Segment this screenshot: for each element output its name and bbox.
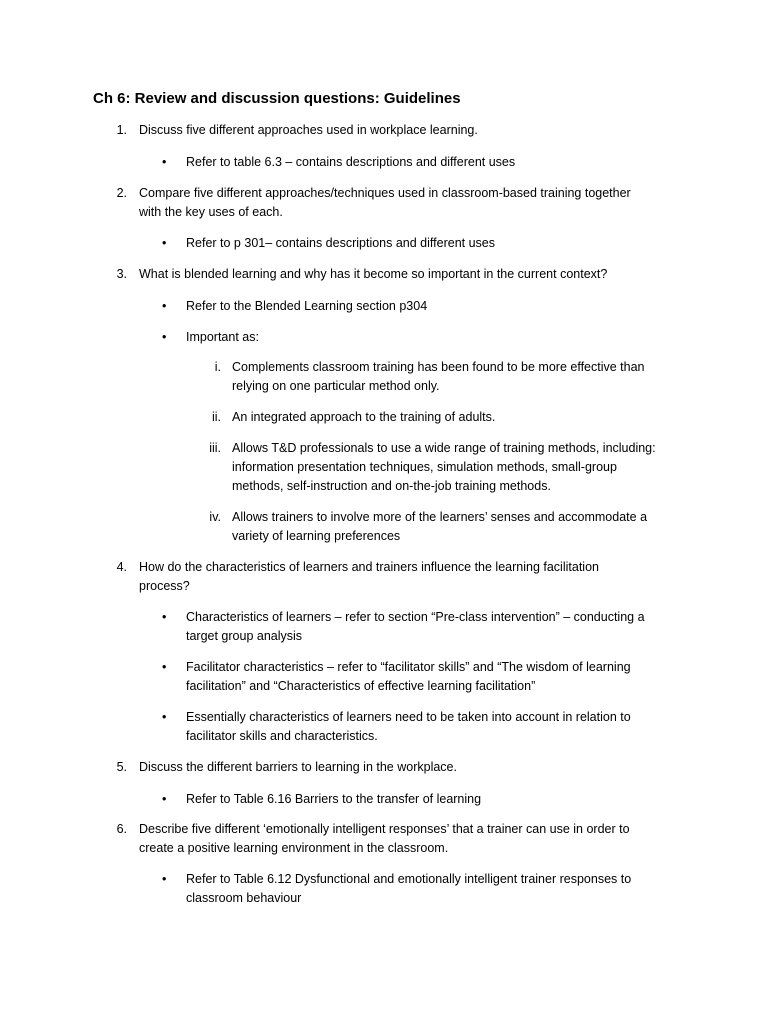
question-5-number: 5. xyxy=(116,760,127,774)
sub-item-line: relying on one particular method only. xyxy=(232,379,440,393)
sub-item-line: An integrated approach to the training of adults. xyxy=(232,410,496,424)
sub-item-line: Allows T&D professionals to use a wide range of training methods, including: xyxy=(232,441,656,455)
question-3-bullet-1: Refer to the Blended Learning section p304 xyxy=(186,299,428,313)
sub-item-line: methods, self-instruction and on-the-job training methods. xyxy=(232,479,551,493)
question-6-number: 6. xyxy=(116,822,127,836)
bullet-icon: • xyxy=(162,610,167,624)
question-6-text-line-1: Describe five different ‘emotionally intelligent responses’ that a trainer can use in order to xyxy=(139,822,630,836)
roman-numeral: i. xyxy=(214,360,221,374)
bullet-icon: • xyxy=(162,792,167,806)
question-5-bullet-1: Refer to Table 6.16 Barriers to the transfer of learning xyxy=(186,792,482,806)
question-2-text-line-1: Compare five different approaches/techniques used in classroom-based training together xyxy=(139,186,631,200)
question-3-text: What is blended learning and why has it become so important in the current context? xyxy=(139,267,608,281)
question-4-number: 4. xyxy=(116,560,127,574)
sub-item-line: Complements classroom training has been found to be more effective than xyxy=(232,360,645,374)
question-5-text: Discuss the different barriers to learning in the workplace. xyxy=(139,760,457,774)
sub-item-line: Allows trainers to involve more of the learners’ senses and accommodate a xyxy=(232,510,648,524)
bullet-icon: • xyxy=(162,710,167,724)
bullet-icon: • xyxy=(162,330,167,344)
question-2-text-line-2: with the key uses of each. xyxy=(139,205,283,219)
question-1-bullet-1: Refer to table 6.3 – contains descriptions and different uses xyxy=(186,155,516,169)
question-1-number: 1. xyxy=(116,123,127,137)
question-4-bullet-1-line-1: Characteristics of learners – refer to section “Pre-class intervention” – conducting a xyxy=(186,610,645,624)
question-3-bullet-2: Important as: xyxy=(186,330,259,344)
roman-numeral: iii. xyxy=(209,441,221,455)
question-4-bullet-2-line-2: facilitation” and “Characteristics of effective learning facilitation” xyxy=(186,679,536,693)
page-title: Ch 6: Review and discussion questions: Guidelines xyxy=(93,90,461,107)
sub-item-line: variety of learning preferences xyxy=(232,529,401,543)
question-6-text-line-2: create a positive learning environment in the classroom. xyxy=(139,841,449,855)
question-4-text-line-2: process? xyxy=(139,579,190,593)
question-4-bullet-3-line-1: Essentially characteristics of learners need to be taken into account in relation to xyxy=(186,710,631,724)
bullet-icon: • xyxy=(162,236,167,250)
question-4-bullet-3-line-2: facilitator skills and characteristics. xyxy=(186,729,378,743)
question-2-bullet-1: Refer to p 301– contains descriptions and different uses xyxy=(186,236,495,250)
bullet-icon: • xyxy=(162,872,167,886)
question-6-bullet-1-line-1: Refer to Table 6.12 Dysfunctional and emotionally intelligent trainer responses to xyxy=(186,872,632,886)
roman-numeral: iv. xyxy=(209,510,221,524)
question-6-bullet-1-line-2: classroom behaviour xyxy=(186,891,302,905)
question-2-number: 2. xyxy=(116,186,127,200)
question-3-number: 3. xyxy=(116,267,127,281)
roman-numeral: ii. xyxy=(211,410,221,424)
bullet-icon: • xyxy=(162,299,167,313)
sub-item-line: information presentation techniques, simulation methods, small-group xyxy=(232,460,617,474)
question-4-bullet-1-line-2: target group analysis xyxy=(186,629,303,643)
question-4-text-line-1: How do the characteristics of learners and trainers influence the learning facilitation xyxy=(139,560,599,574)
question-1-text: Discuss five different approaches used in workplace learning. xyxy=(139,123,478,137)
question-4-bullet-2-line-1: Facilitator characteristics – refer to “facilitator skills” and “The wisdom of learning xyxy=(186,660,631,674)
bullet-icon: • xyxy=(162,155,167,169)
bullet-icon: • xyxy=(162,660,167,674)
